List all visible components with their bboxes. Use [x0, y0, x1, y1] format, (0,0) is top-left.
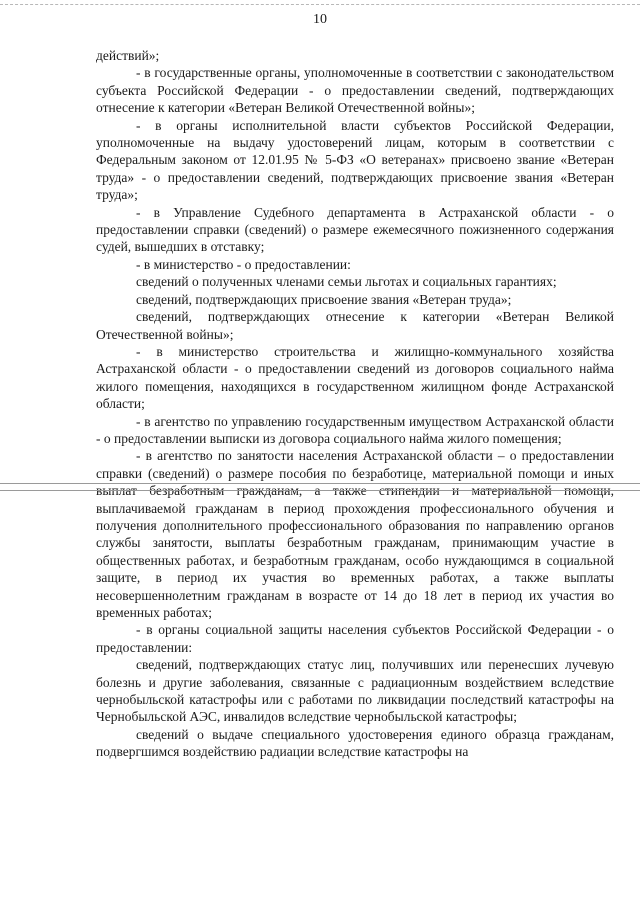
- paragraph: сведений о полученных членами семьи льготах и социальных гарантиях;: [136, 274, 557, 290]
- paragraph: - в агентство по управлению государственным имуществом Астраханской области - о предоставлении выписки из договора социального найма жилого помещения;: [96, 413, 614, 446]
- paragraph: - в государственные органы, уполномоченные в соответствии с законодательством субъекта Российской Федерации - о предоставлении сведений, подтверждающих отнесение к категории «Ветеран Великой Отечественной войны»;: [96, 65, 614, 116]
- document-body: [96, 47, 614, 761]
- paragraph: сведений, подтверждающих отнесение к категории «Ветеран Великой Отечественной войны»;: [96, 309, 614, 342]
- paragraph: сведений, подтверждающих присвоение звания «Ветеран труда»;: [136, 291, 512, 307]
- paragraph: - в органы социальной защиты населения субъектов Российской Федерации - о предоставлении:: [96, 622, 614, 655]
- paragraph: - в органы исполнительной власти субъектов Российской Федерации, уполномоченные на выдачу удостоверений лицам, которым в соответствии с Федеральным законом от 12.01.95 № 5-ФЗ «О ветеранах» присвоено звание «Ветеран труда» - о предоставлении сведений, подтверждающих присвоение звания «Ветеран труда»;: [96, 117, 614, 203]
- paragraph: действий»;: [96, 48, 160, 63]
- paragraph: сведений о выдаче специального удостоверения единого образца гражданам, подвергшимся воздействию радиации вследствие катастрофы на: [96, 726, 614, 760]
- paragraph: - в агентство по занятости населения Астраханской области – о предоставлении справки (сведений) о размере пособия по безработице, материальной помощи и иных выплат безработным гражданам, а также стипендии и материальной помощи, выплачиваемой гражданам в период прохождения профессионального обучения и получения дополнительного профессионального образования по направлению органов службы занятости, выплаты безработным гражданам, принимающим участие в общественных работах, и безработным гражданам, особо нуждающимся в социальной защите, в период их участия во временных работах, а также выплаты несовершеннолетним гражданам в возрасте от 14 до 18 лет в период их участия во временных работах;: [96, 448, 614, 620]
- page-number: 10: [313, 12, 327, 27]
- scan-top-edge: [0, 4, 640, 5]
- paragraph: - в министерство - о предоставлении:: [136, 256, 351, 272]
- paragraph: - в министерство строительства и жилищно-коммунального хозяйства Астраханской области - о предоставлении сведений из договоров социального найма жилого помещения, находящихся в государственном жилищном фонде Астраханской области;: [96, 343, 614, 412]
- paragraph: сведений, подтверждающих статус лиц, получивших или перенесших лучевую болезнь и другие заболевания, связанные с радиационным воздействием вследствие чернобыльской катастрофы или с работами по ликвидации последствий катастрофы на Чернобыльской АЭС, инвалидов вследствие чернобыльской катастрофы;: [96, 657, 614, 725]
- scan-separator-line: [0, 483, 640, 491]
- paragraph: - в Управление Судебного департамента в Астраханской области - о предоставлении справки (сведений) о размере ежемесячного пожизненного содержания судей, вышедших в отставку;: [96, 204, 614, 255]
